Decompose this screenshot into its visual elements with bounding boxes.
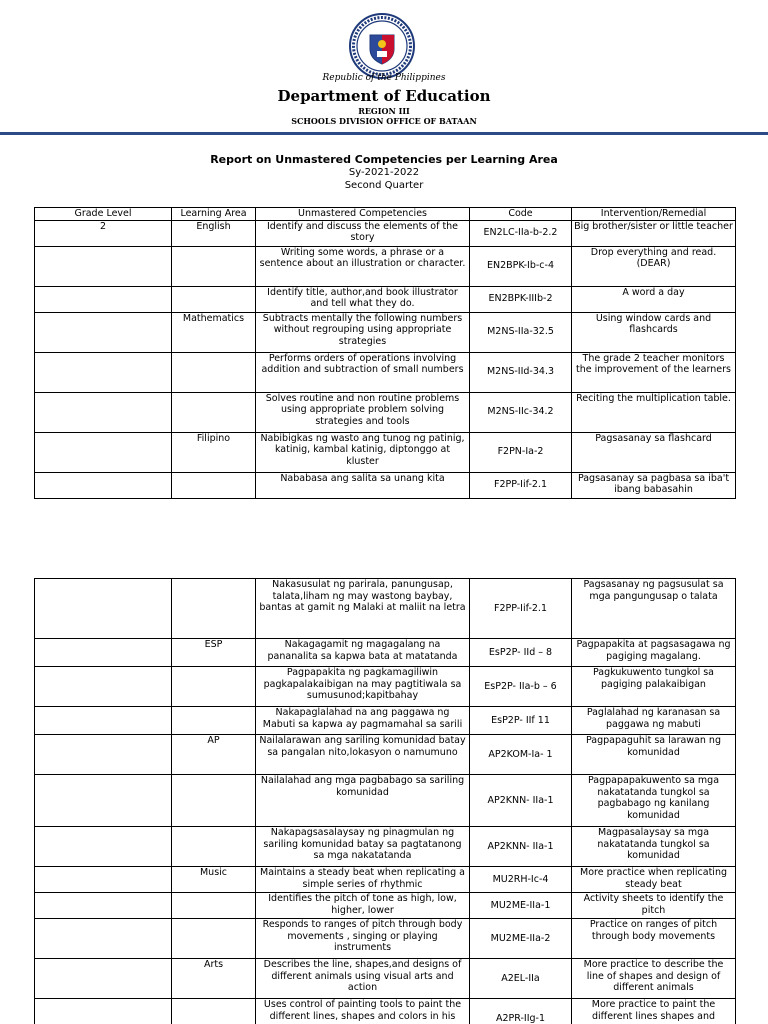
cell-intervention: Paglalahad ng karanasan sa paggawa ng mabuti xyxy=(572,707,736,735)
republic-text: Republic of the Philippines xyxy=(322,73,446,83)
cell-intervention: The grade 2 teacher monitors the improvement of the learners xyxy=(572,352,736,392)
cell-code: M2NS-IId-34.3 xyxy=(470,352,572,392)
cell-competency: Nakasusulat ng parirala, panungusap, talata,liham ng may wastong baybay, bantas at gamit ng Malaki at maliit na letra xyxy=(256,579,470,639)
header-learning-area: Learning Area xyxy=(172,208,256,221)
cell-competency: Nakagagamit ng magagalang na pananalita sa kapwa bata at matatanda xyxy=(256,639,470,667)
table-header-row xyxy=(35,208,736,221)
cell-grade xyxy=(35,472,172,498)
cell-intervention: More practice to paint the different lines shapes and xyxy=(572,999,736,1024)
cell-grade xyxy=(35,707,172,735)
cell-area: AP xyxy=(172,735,256,775)
cell-competency: Nabibigkas ng wasto ang tunog ng patinig, katinig, kambal katinig, diptonggo at kluster xyxy=(256,432,470,472)
cell-area: Filipino xyxy=(172,432,256,472)
cell-code: EN2LC-IIa-b-2.2 xyxy=(470,220,572,246)
cell-competency: Solves routine and non routine problems using appropriate problem solving strategies and tools xyxy=(256,392,470,432)
cell-code: MU2RH-Ic-4 xyxy=(470,867,572,893)
cell-competency: Performs orders of operations involving addition and subtraction of small numbers xyxy=(256,352,470,392)
table-row xyxy=(35,893,736,919)
cell-code: A2EL-IIa xyxy=(470,959,572,999)
header-code: Code xyxy=(470,208,572,221)
cell-grade xyxy=(35,639,172,667)
cell-grade xyxy=(35,893,172,919)
cell-intervention: Pagpapaguhit sa larawan ng komunidad xyxy=(572,735,736,775)
cell-intervention: Pagpapakita at pagsasagawa ng pagiging magalang. xyxy=(572,639,736,667)
cell-intervention: Activity sheets to identify the pitch xyxy=(572,893,736,919)
competencies-table-page-1 xyxy=(34,207,736,499)
cell-area xyxy=(172,919,256,959)
cell-intervention: Reciting the multiplication table. xyxy=(572,392,736,432)
cell-area xyxy=(172,775,256,827)
cell-grade xyxy=(35,579,172,639)
cell-competency: Nailalarawan ang sariling komunidad batay sa pangalan nito,lokasyon o namumuno xyxy=(256,735,470,775)
header-intervention: Intervention/Remedial xyxy=(572,208,736,221)
cell-grade xyxy=(35,735,172,775)
cell-area: Mathematics xyxy=(172,312,256,352)
cell-competency: Subtracts mentally the following numbers without regrouping using appropriate strategies xyxy=(256,312,470,352)
competencies-table-page-2 xyxy=(34,578,736,1024)
cell-competency: Identifies the pitch of tone as high, low, higher, lower xyxy=(256,893,470,919)
cell-code: AP2KOM-Ia- 1 xyxy=(470,735,572,775)
header-divider xyxy=(0,132,768,135)
table-row xyxy=(35,867,736,893)
cell-grade xyxy=(35,999,172,1024)
cell-code: EsP2P- IIf 11 xyxy=(470,707,572,735)
cell-area xyxy=(172,472,256,498)
cell-code: M2NS-IIa-32.5 xyxy=(470,312,572,352)
cell-area xyxy=(172,999,256,1024)
table-row xyxy=(35,959,736,999)
cell-intervention: Using window cards and flashcards xyxy=(572,312,736,352)
cell-code: EsP2P- IIa-b – 6 xyxy=(470,667,572,707)
table-row xyxy=(35,827,736,867)
cell-area xyxy=(172,352,256,392)
header-competencies: Unmastered Competencies xyxy=(256,208,470,221)
cell-code: EN2BPK-IIIb-2 xyxy=(470,286,572,312)
cell-grade xyxy=(35,352,172,392)
cell-grade xyxy=(35,392,172,432)
cell-grade xyxy=(35,667,172,707)
cell-code: M2NS-IIc-34.2 xyxy=(470,392,572,432)
cell-intervention: Pagsasanay ng pagsusulat sa mga pangungusap o talata xyxy=(572,579,736,639)
table-row xyxy=(35,999,736,1024)
cell-intervention: Big brother/sister or little teacher xyxy=(572,220,736,246)
cell-area: Music xyxy=(172,867,256,893)
cell-area xyxy=(172,893,256,919)
cell-intervention: More practice when replicating steady beat xyxy=(572,867,736,893)
cell-grade xyxy=(35,286,172,312)
table-row xyxy=(35,667,736,707)
cell-code: F2PN-Ia-2 xyxy=(470,432,572,472)
cell-grade xyxy=(35,246,172,286)
department-title: Department of Education xyxy=(277,87,491,105)
cell-competency: Uses control of painting tools to paint the different lines, shapes and colors in his xyxy=(256,999,470,1024)
table-row xyxy=(35,472,736,498)
table-row xyxy=(35,432,736,472)
cell-area xyxy=(172,827,256,867)
cell-competency: Identify and discuss the elements of the story xyxy=(256,220,470,246)
cell-grade xyxy=(35,867,172,893)
cell-competency: Pagpapakita ng pagkamagiliwin pagkapalakaibigan na may pagtitiwala sa sumusunod;kapitbahay xyxy=(256,667,470,707)
cell-competency: Nailalahad ang mga pagbabago sa sariling komunidad xyxy=(256,775,470,827)
cell-intervention: Magpasalaysay sa mga nakatatanda tungkol sa komunidad xyxy=(572,827,736,867)
cell-area: Arts xyxy=(172,959,256,999)
cell-competency: Responds to ranges of pitch through body movements , singing or playing instruments xyxy=(256,919,470,959)
cell-code: F2PP-Iif-2.1 xyxy=(470,579,572,639)
cell-intervention: Pagsasanay sa pagbasa sa iba't ibang babasahin xyxy=(572,472,736,498)
table-row xyxy=(35,246,736,286)
table-row xyxy=(35,707,736,735)
table-row xyxy=(35,312,736,352)
cell-grade xyxy=(35,959,172,999)
school-year: Sy-2021-2022 xyxy=(348,167,420,178)
cell-intervention: Drop everything and read.(DEAR) xyxy=(572,246,736,286)
cell-area xyxy=(172,579,256,639)
header-grade-level: Grade Level xyxy=(35,208,172,221)
cell-intervention: Pagpapapakuwento sa mga nakatatanda tungkol sa pagbabago ng kanilang komunidad xyxy=(572,775,736,827)
cell-code: EsP2P- IId – 8 xyxy=(470,639,572,667)
cell-intervention: More practice to describe the line of shapes and design of different animals xyxy=(572,959,736,999)
table-row xyxy=(35,392,736,432)
table-row xyxy=(35,639,736,667)
table-row xyxy=(35,352,736,392)
cell-grade: 2 xyxy=(35,220,172,246)
cell-grade xyxy=(35,919,172,959)
cell-intervention: Practice on ranges of pitch through body movements xyxy=(572,919,736,959)
cell-grade xyxy=(35,432,172,472)
cell-competency: Maintains a steady beat when replicating a simple series of rhythmic xyxy=(256,867,470,893)
region-text: REGION III xyxy=(358,106,410,116)
cell-area xyxy=(172,246,256,286)
cell-competency: Nakapagsasalaysay ng pinagmulan ng sariling komunidad batay sa pagtatanong sa mga nakatatanda xyxy=(256,827,470,867)
division-text: SCHOOLS DIVISION OFFICE OF BATAAN xyxy=(291,116,477,126)
cell-area xyxy=(172,392,256,432)
cell-code: A2PR-IIg-1 xyxy=(470,999,572,1024)
cell-intervention: Pagsasanay sa flashcard xyxy=(572,432,736,472)
cell-intervention: Pagkukuwento tungkol sa pagiging palakaibigan xyxy=(572,667,736,707)
table-row xyxy=(35,579,736,639)
cell-code: EN2BPK-Ib-c-4 xyxy=(470,246,572,286)
table-row xyxy=(35,775,736,827)
deped-seal-icon xyxy=(349,13,415,79)
cell-competency: Describes the line, shapes,and designs of different animals using visual arts and action xyxy=(256,959,470,999)
cell-competency: Nakapaglalahad na ang paggawa ng Mabuti sa kapwa ay pagmamahal sa sarili xyxy=(256,707,470,735)
cell-grade xyxy=(35,312,172,352)
cell-code: AP2KNN- IIa-1 xyxy=(470,827,572,867)
cell-competency: Nababasa ang salita sa unang kita xyxy=(256,472,470,498)
cell-area xyxy=(172,707,256,735)
cell-area xyxy=(172,667,256,707)
table-row xyxy=(35,735,736,775)
cell-grade xyxy=(35,775,172,827)
cell-code: MU2ME-IIa-2 xyxy=(470,919,572,959)
cell-code: AP2KNN- IIa-1 xyxy=(470,775,572,827)
document-page-2 xyxy=(0,560,768,1024)
table-row xyxy=(35,286,736,312)
cell-grade xyxy=(35,827,172,867)
report-title: Report on Unmastered Competencies per Learning Area xyxy=(210,153,558,166)
cell-area: ESP xyxy=(172,639,256,667)
cell-area: English xyxy=(172,220,256,246)
table-row xyxy=(35,220,736,246)
cell-competency: Writing some words, a phrase or a sentence about an illustration or character. xyxy=(256,246,470,286)
table-row xyxy=(35,919,736,959)
cell-code: MU2ME-IIa-1 xyxy=(470,893,572,919)
quarter: Second Quarter xyxy=(344,180,424,191)
cell-intervention: A word a day xyxy=(572,286,736,312)
cell-competency: Identify title, author,and book illustrator and tell what they do. xyxy=(256,286,470,312)
cell-area xyxy=(172,286,256,312)
cell-code: F2PP-Iif-2.1 xyxy=(470,472,572,498)
